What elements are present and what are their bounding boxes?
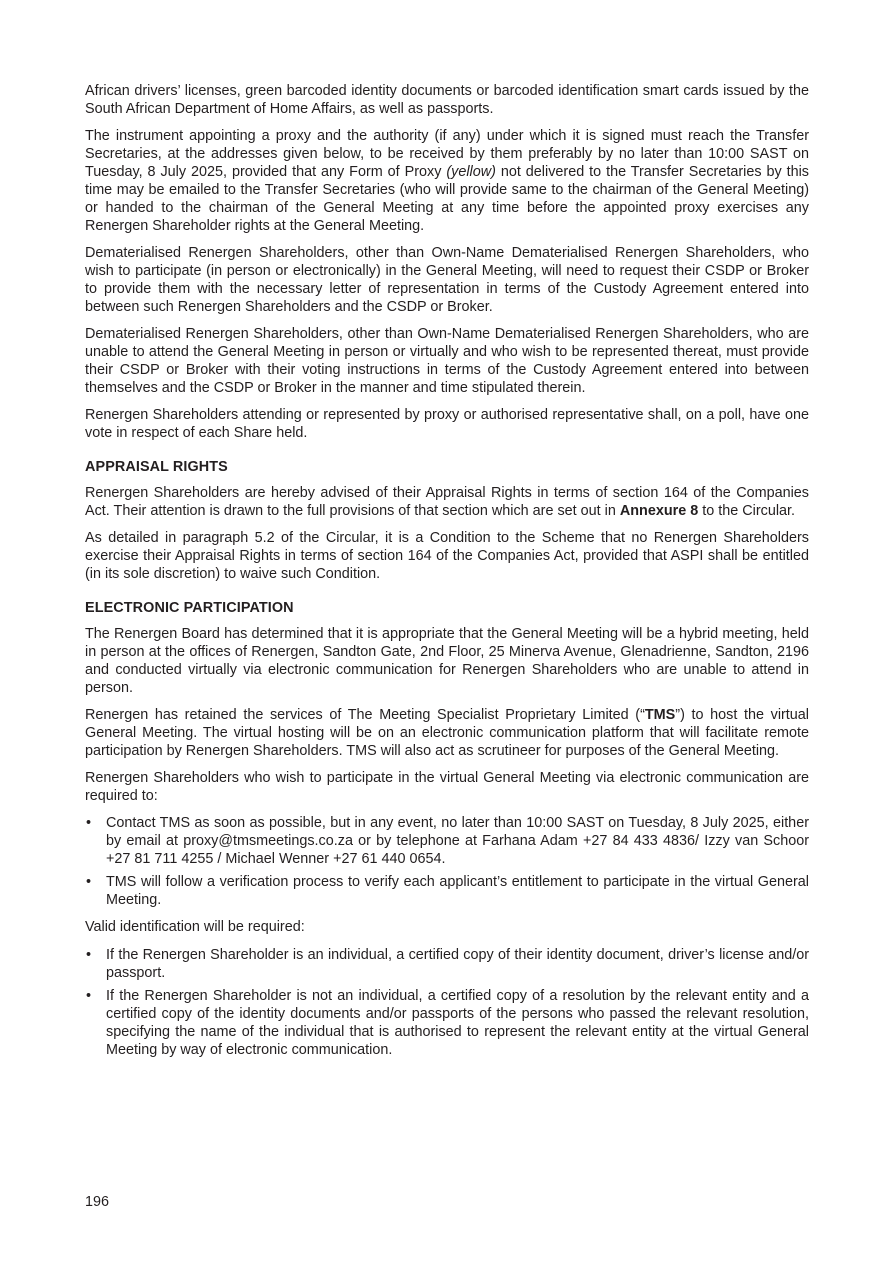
paragraph-voting: Renergen Shareholders attending or represented by proxy or authorised representative shall, on a poll, have one vote in respect of each Share held. [85,407,809,441]
tms-abbreviation: TMS [644,707,676,723]
tms-text-before: Renergen has retained the services of The Meeting Specialist Proprietary Limited (“ [85,707,645,723]
list-item: • Contact TMS as soon as possible, but in any event, no later than 10:00 SAST on Tuesday, 8 July 2025, either by email at proxy@tmsmeetings.co.za or by telephone at Farhana Adam +27 84 433 4836/ Izzy van Schoor +27 81 711 4255 / Michael Wenner +27 61 440 0654. [85,814,809,868]
document-page [85,82,809,1068]
paragraph-required-to: Renergen Shareholders who wish to participate in the virtual General Meeting via electronic communication are required to: [85,770,809,804]
proxy-colour-italic: (yellow) [446,164,496,180]
list-item: • If the Renergen Shareholder is not an individual, a certified copy of a resolution by the relevant entity and a certified copy of the identity documents and/or passports of the persons who passed the relevant resolution, specifying the name of the individual that is authorised to represent the relevant entity at the virtual General Meeting by way of electronic communication. [85,987,809,1059]
paragraph-dematerialised-represented: Dematerialised Renergen Shareholders, other than Own-Name Dematerialised Renergen Shareholders, who are unable to attend the General Meeting in person or virtually and who wish to be represented thereat, must provide their CSDP or Broker with their voting instructions in terms of the Custody Agreement entered into between themselves and the CSDP or Broker in the manner and time stipulated therein. [85,326,809,396]
paragraph-dematerialised-participate: Dematerialised Renergen Shareholders, other than Own-Name Dematerialised Renergen Shareholders, who wish to participate (in person or electronically) in the General Meeting, will need to request their CSDP or Broker to provide them with the necessary letter of representation in terms of the Custody Agreement entered into between such Renergen Shareholders and the CSDP or Broker. [85,245,809,315]
paragraph-hybrid-meeting: The Renergen Board has determined that it is appropriate that the General Meeting will be a hybrid meeting, held in person at the offices of Renergen, Sandton Gate, 2nd Floor, 25 Minerva Avenue, Glenadrienne, Sandton, 2196 and conducted virtually via electronic communication for Renergen Shareholders who are unable to attend in person. [85,626,809,696]
list-item: • TMS will follow a verification process to verify each applicant’s entitlement to participate in the virtual General Meeting. [85,873,809,909]
paragraph-appraisal-condition: As detailed in paragraph 5.2 of the Circular, it is a Condition to the Scheme that no Renergen Shareholders exercise their Appraisal Rights in terms of section 164 of the Companies Act, provided that ASPI shall be entitled (in its sole discretion) to waive such Condition. [85,530,809,582]
paragraph-identity-documents: African drivers’ licenses, green barcoded identity documents or barcoded identification smart cards issued by the South African Department of Home Affairs, as well as passports. [85,83,809,117]
annexure-reference: Annexure 8 [619,503,699,519]
bullet-list-identification [85,946,809,1059]
heading-electronic-participation: ELECTRONIC PARTICIPATION [85,600,294,616]
appraisal-text-after: to the Circular. [698,503,796,519]
paragraph-tms-retained [85,706,809,760]
bullet-list-requirements [85,814,809,909]
proxy-text-before: The instrument appointing a proxy and the authority (if any) under which it is signed must reach the Transfer Secretaries, at the addresses given below, to be received by them preferably by no later than 10:00 SAST on Tuesday, 8 July 2025, provided that any Form of Proxy [85,128,809,180]
paragraph-proxy-instrument [85,127,809,235]
paragraph-valid-identification: Valid identification will be required: [85,919,305,935]
page-number: 196 [85,1194,110,1210]
heading-appraisal-rights: APPRAISAL RIGHTS [85,459,228,475]
tms-text-after: ”) to host the virtual General Meeting. The virtual hosting will be on an electronic communication platform that will facilitate remote participation by Renergen Shareholders. TMS will also act as scrutineer for purposes of the General Meeting. [85,707,810,759]
appraisal-text-before: Renergen Shareholders are hereby advised of their Appraisal Rights in terms of section 164 of the Companies Act. Their attention is drawn to the full provisions of that section which are set out in [85,485,809,519]
proxy-text-after: not delivered to the Transfer Secretaries by this time may be emailed to the Transfer Secretaries (who will provide same to the chairman of the General Meeting) or handed to the chairman of the General Meeting at any time before the appointed proxy exercises any Renergen Shareholder rights at the General Meeting. [85,164,809,234]
list-item: • If the Renergen Shareholder is an individual, a certified copy of their identity document, driver’s license and/or passport. [85,946,809,982]
paragraph-appraisal-advised [85,484,809,520]
